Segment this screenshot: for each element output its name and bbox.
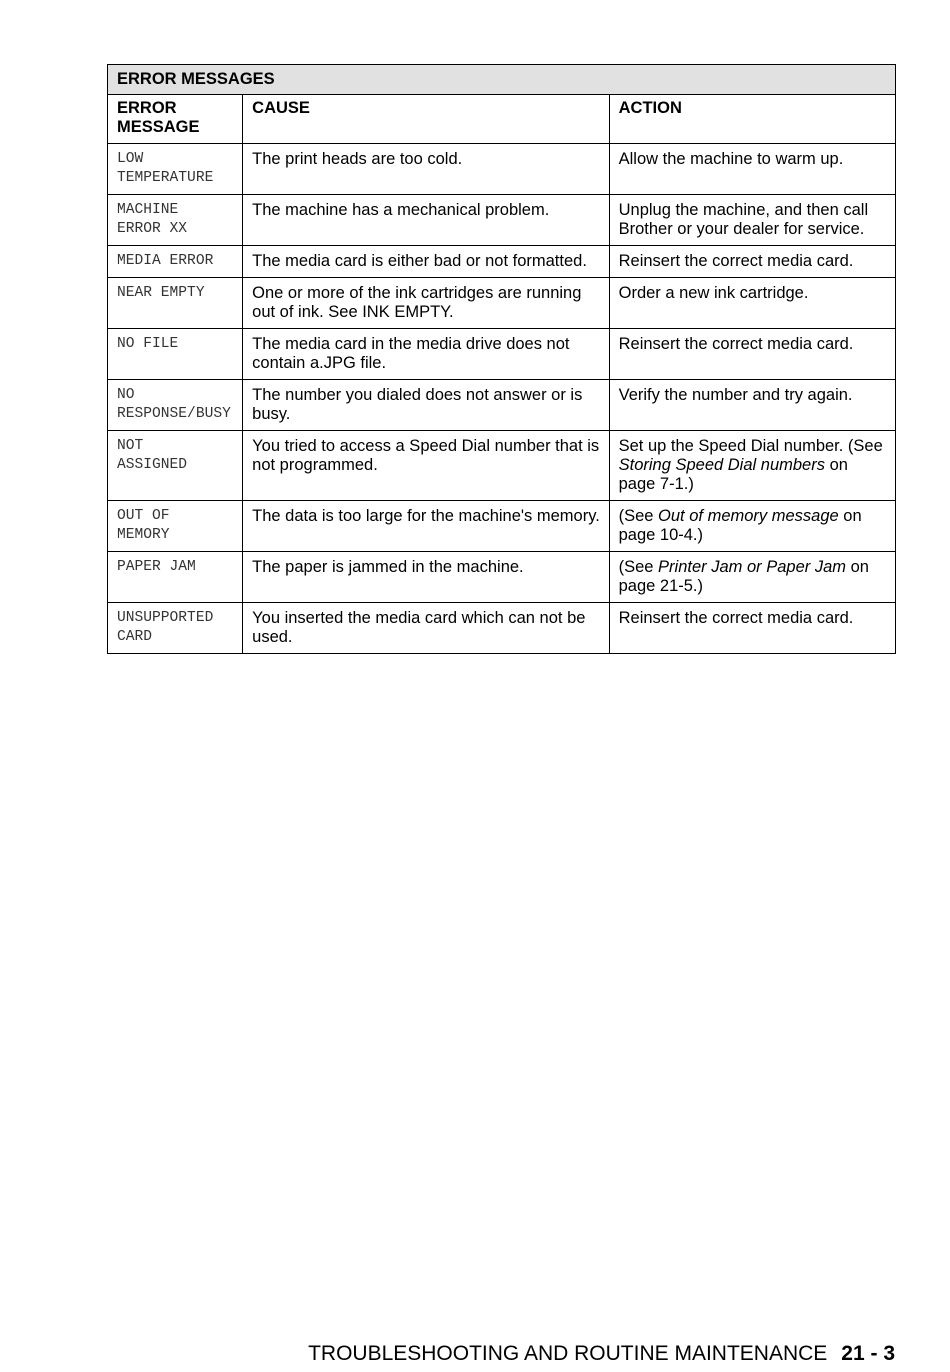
cause-cell: The paper is jammed in the machine. — [243, 552, 609, 603]
error-message-cell: OUT OF MEMORY — [108, 501, 243, 552]
action-cell — [609, 552, 895, 603]
table-title-row — [108, 65, 896, 95]
action-reference-text: Out of memory message — [658, 507, 839, 525]
error-message-cell: NO RESPONSE/BUSY — [108, 380, 243, 431]
action-cell — [609, 246, 895, 278]
error-message-cell: MACHINE ERROR XX — [108, 195, 243, 246]
action-cell — [609, 380, 895, 431]
action-cell — [609, 501, 895, 552]
error-message-cell: NO FILE — [108, 329, 243, 380]
action-text: on page 21-5.) — [618, 558, 869, 595]
table-header-row — [108, 95, 896, 144]
action-cell — [609, 329, 895, 380]
cause-cell: You inserted the media card which can not be used. — [243, 603, 609, 654]
action-reference-text: Printer Jam or Paper Jam — [658, 558, 847, 576]
header-cause: CAUSE — [243, 95, 609, 144]
error-message-cell: NOT ASSIGNED — [108, 431, 243, 501]
action-text: (See — [618, 558, 659, 576]
cause-cell: The data is too large for the machine's memory. — [243, 501, 609, 552]
action-text: Reinsert the correct media card. — [618, 609, 854, 627]
error-messages-table — [107, 64, 896, 654]
error-message-cell: MEDIA ERROR — [108, 246, 243, 278]
action-text: Order a new ink cartridge. — [618, 284, 809, 302]
action-cell — [609, 195, 895, 246]
table-row — [108, 144, 896, 195]
action-text: Reinsert the correct media card. — [618, 252, 854, 270]
action-text: Allow the machine to warm up. — [618, 150, 844, 168]
page-footer — [308, 1341, 895, 1367]
cause-cell: The media card is either bad or not formatted. — [243, 246, 609, 278]
table-title: ERROR MESSAGES — [108, 65, 896, 95]
table-row — [108, 431, 896, 501]
action-text: Reinsert the correct media card. — [618, 335, 854, 353]
error-message-cell: UNSUPPORTED CARD — [108, 603, 243, 654]
error-message-cell: PAPER JAM — [108, 552, 243, 603]
cause-cell: The media card in the media drive does not contain a.JPG file. — [243, 329, 609, 380]
header-action: ACTION — [609, 95, 895, 144]
header-error-message: ERROR MESSAGE — [108, 95, 243, 144]
action-text: Unplug the machine, and then call Brother or your dealer for service. — [618, 201, 869, 238]
cause-cell: You tried to access a Speed Dial number that is not programmed. — [243, 431, 609, 501]
table-row — [108, 603, 896, 654]
table-row — [108, 501, 896, 552]
cause-cell: The machine has a mechanical problem. — [243, 195, 609, 246]
action-text: Verify the number and try again. — [618, 386, 853, 404]
cause-cell: The number you dialed does not answer or is busy. — [243, 380, 609, 431]
table-row — [108, 380, 896, 431]
action-cell — [609, 603, 895, 654]
action-text: on page 7-1.) — [618, 456, 848, 493]
table-body — [108, 144, 896, 654]
table-row — [108, 552, 896, 603]
error-message-cell: LOW TEMPERATURE — [108, 144, 243, 195]
table-row — [108, 246, 896, 278]
cause-cell: The print heads are too cold. — [243, 144, 609, 195]
action-text: (See — [618, 507, 659, 525]
cause-cell: One or more of the ink cartridges are running out of ink. See INK EMPTY. — [243, 278, 609, 329]
action-text: on page 10-4.) — [618, 507, 862, 544]
action-cell — [609, 144, 895, 195]
page-number: 21 - 3 — [841, 1342, 895, 1365]
error-message-cell: NEAR EMPTY — [108, 278, 243, 329]
table-row — [108, 195, 896, 246]
action-cell — [609, 278, 895, 329]
table-row — [108, 329, 896, 380]
table-row — [108, 278, 896, 329]
footer-section-title: TROUBLESHOOTING AND ROUTINE MAINTENANCE — [308, 1342, 828, 1365]
action-cell — [609, 431, 895, 501]
action-reference-text: Storing Speed Dial numbers — [618, 456, 825, 474]
action-text: Set up the Speed Dial number. (See — [618, 437, 883, 455]
